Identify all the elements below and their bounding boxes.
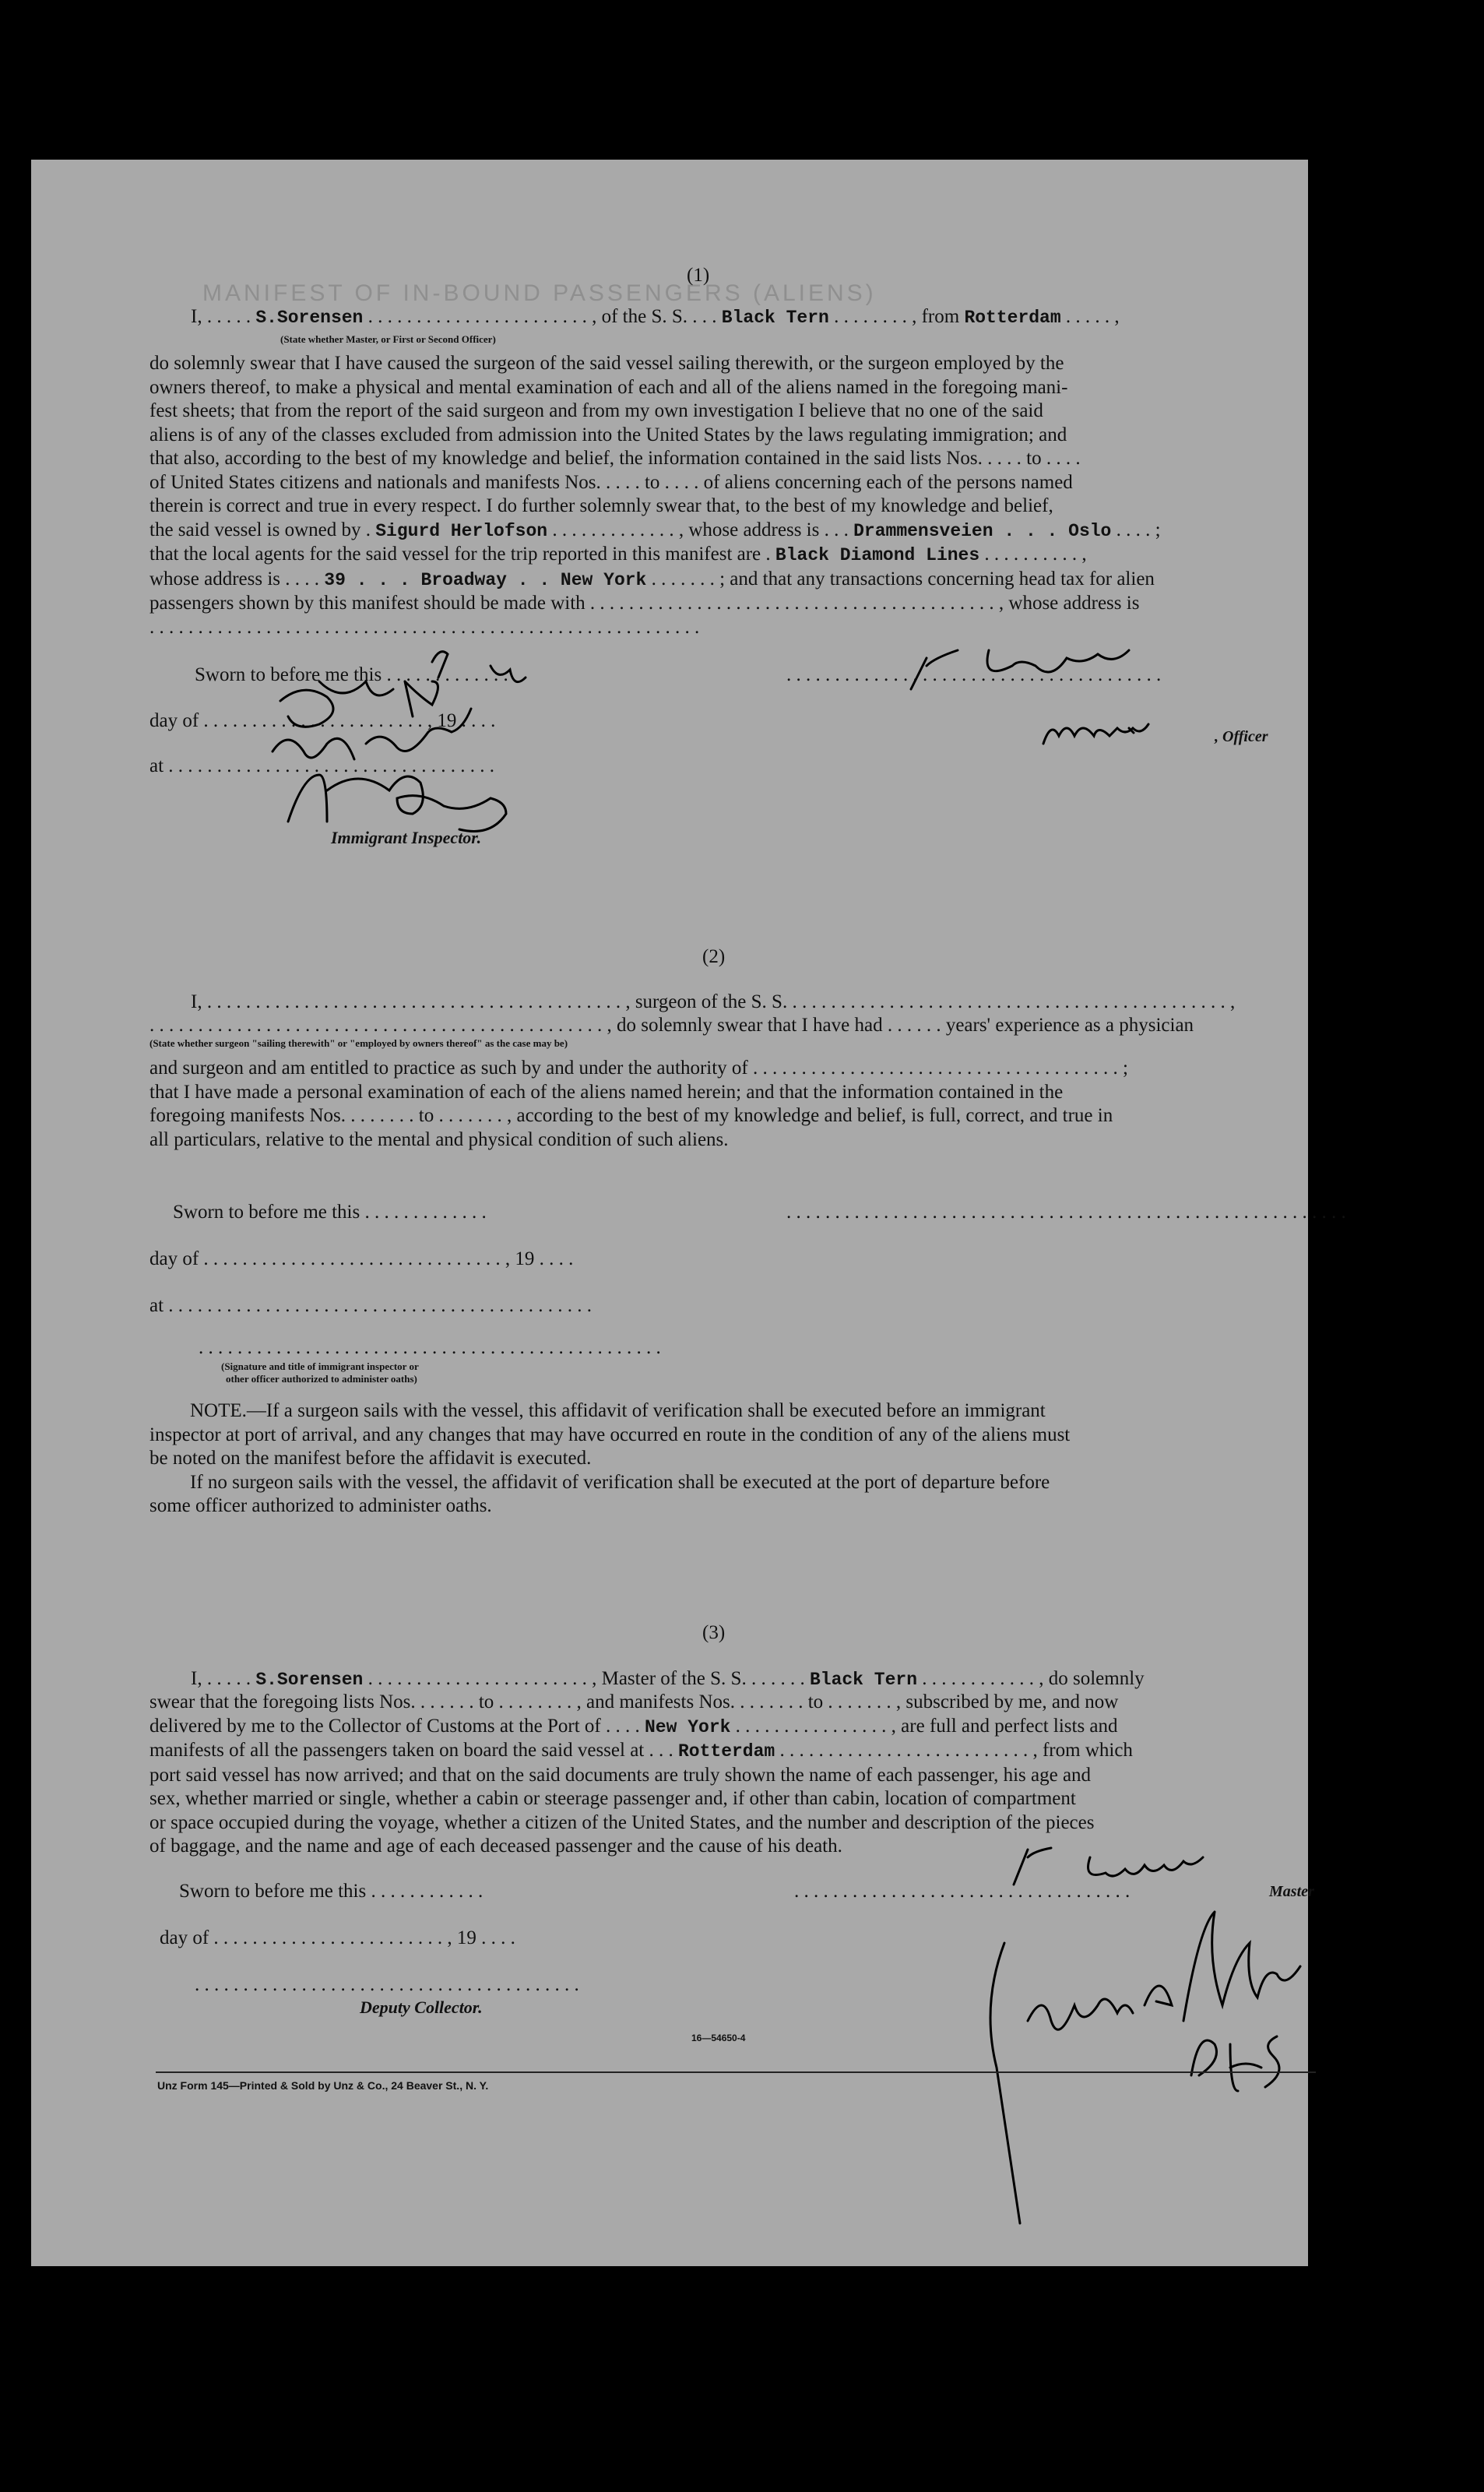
binding-hole bbox=[1338, 1530, 1398, 1591]
section-1-body: do solemnly swear that I have caused the surgeon of the said vessel sailing therewith, or the surgeon employed by the owners thereof, to make a physical and mental examination of each and all of the aliens named in the foregoing mani- fest sheets; that from the report of the said surgeon and from my own investigation I believe that no one of the said aliens is of any of the classes excluded from admission into the United States by the laws regulating immigration; and that also, according to the best of my knowledge and belief, the information contained in the said lists Nos. . . . . to . . . . of United States citizens and nationals and manifests Nos. . . . . to . . . . of aliens concerning each of the persons named therein is correct and true in every respect. I do further solemnly swear that, to the best of my knowledge and belief, the said vessel is owned by . Sigurd Herlofson . . . . . . . . . . . . . , whose address is . . . Drammensveien . . . Oslo . . . . ; that the local agents for the said vessel for the trip reported in this manifest are . Black Diamond Lines . . . . . . . . . . , whose address is . . . . 39 . . . Broadway . . New York . . . . . . . ; and that any transactions concerning head tax for alien passengers shown by this manifest should be made with . . . . . . . . . . . . . . . . . . . . . . . . . . . . . . . . . . . . . . . . . . , whose address is . . . . . . . . . . . . . . . . . . . . . . . . . . . . . . . . . . . . . . . . . . . . . . . . . . . . . . . . . bbox=[149, 352, 1317, 639]
officer-rank-note: (State whether Master, or First or Second Officer) bbox=[280, 333, 496, 345]
inspector-note-1: (Signature and title of immigrant inspector or bbox=[221, 1360, 419, 1372]
agents-address-line: whose address is . . . . 39 . . . Broadway . . New York . . . . . . . ; and that any transactions concerning head tax for alien bbox=[149, 568, 1155, 590]
binding-hole bbox=[1355, 1188, 1398, 1231]
binding-hole bbox=[1338, 819, 1398, 880]
master-signature-3 bbox=[997, 1834, 1254, 1920]
vessel-owner: Sigurd Herlofson bbox=[375, 520, 548, 541]
section-1-number: (1) bbox=[687, 265, 710, 286]
at-line-1: at . . . . . . . . . . . . . . . . . . . . . . . . . . . . . . . . . . bbox=[149, 755, 495, 776]
section-2-number: (2) bbox=[702, 946, 726, 967]
at-line-2: at . . . . . . . . . . . . . . . . . . . . . . . . . . . . . . . . . . . . . . . . . . . . bbox=[149, 1295, 593, 1316]
section-3-number: (3) bbox=[702, 1622, 726, 1643]
day-of-line-2: day of . . . . . . . . . . . . . . . . . . . . . . . . . . . . . . . , 19 . . . . bbox=[149, 1248, 574, 1269]
boarding-port: Rotterdam bbox=[677, 1741, 775, 1762]
master-signature-line: . . . . . . . . . . . . . . . . . . . . . . . . . . . . . . . . . . . bbox=[794, 1881, 1131, 1902]
master-name: S.Sorensen bbox=[255, 308, 364, 328]
sworn-line-1: Sworn to before me this . . . . . . . . . . . . . bbox=[195, 664, 508, 685]
section-2-body: and surgeon and am entitled to practice as such by and under the authority of . . . . . . . . . . . . . . . . . . . . . . . . . . . . . . . . . . . . . . ; that I have made a personal examination of each of the aliens named herein; and that the information contained in the foregoing manifests Nos. . . . . . . . to . . . . . . . , according to the best of my knowledge and belief, is full, correct, and true in all particulars, relative to the mental and physical condition of such aliens. bbox=[149, 1058, 1128, 1150]
collector-port-line: delivered by me to the Collector of Customs at the Port of . . . . New York . . . . . . . . . . . . . . . . , are full and perfect lists and bbox=[149, 1715, 1118, 1737]
officer-signature-line: . . . . . . . . . . . . . . . . . . . . . . . . . . . . . . . . . . . . . . . bbox=[786, 664, 1162, 685]
owner-line: the said vessel is owned by . Sigurd Herlofson . . . . . . . . . . . . . , whose address is . . . Drammensveien . . . Oslo . . . . ; bbox=[149, 519, 1161, 541]
master-signature-1 bbox=[895, 635, 1230, 767]
binding-hole bbox=[1338, 1649, 1398, 1710]
collector-signature-line: . . . . . . . . . . . . . . . . . . . . . . . . . . . . . . . . . . . . . . . . bbox=[195, 1974, 579, 1995]
inspector-signature-line-2: . . . . . . . . . . . . . . . . . . . . . . . . . . . . . . . . . . . . . . . . . . . . . . . . bbox=[199, 1337, 661, 1358]
surgeon-oath-line: I, . . . . . . . . . . . . . . . . . . . . . . . . . . . . . . . . . . . . . . . . . . . , surgeon of the S. S. . . . . . . . . . . . . . . . . . . . . . . . . . . . . . . . . . . . . . . . . . . . . . , bbox=[191, 991, 1236, 1012]
vessel-name-3: Black Tern bbox=[809, 1670, 917, 1690]
surgeon-signature-line: . . . . . . . . . . . . . . . . . . . . . . . . . . . . . . . . . . . . . . . . . . . . . . . . . . . . . . . . . . bbox=[786, 1202, 1346, 1223]
surgeon-status-note: (State whether surgeon "sailing therewith" or "employed by owners thereof" as the case may be) bbox=[149, 1037, 568, 1049]
printer-footer: Unz Form 145—Printed & Sold by Unz & Co., 24 Beaver St., N. Y. bbox=[157, 2079, 489, 2092]
inspector-handwriting bbox=[249, 635, 607, 845]
sworn-line-3: Sworn to before me this . . . . . . . . . . . . bbox=[179, 1881, 484, 1902]
master-label: Master bbox=[1269, 1883, 1314, 1900]
binding-hole bbox=[1335, 191, 1396, 252]
section-3-body: swear that the foregoing lists Nos. . . . . . . to . . . . . . . . , and manifests Nos. . . . . . . . to . . . . . . . , subscribed by me, and now delivered by me to the Collector of Customs at the Port of . . . . New York . . . . . . . . . . . . . . . . , are full and perfect lists and manifests of all the passengers taken on board the said vessel at . . . Rotterdam . . . . . . . . . . . . . . . . . . . . . . . . . . , from which port said vessel has now arrived; and that on the said documents are truly shown the name of each passenger, his age and sex, whether married or single, whether a cabin or steerage passenger and, if other than cabin, location of compartment or space occupied during the voyage, whether a citizen of the United States, and the number and description of the pieces of baggage, and the name and age of each deceased passenger and the cause of his death. bbox=[149, 1691, 1317, 1859]
officer-label: , Officer bbox=[1215, 728, 1268, 745]
boarding-port-line: manifests of all the passengers taken on board the said vessel at . . . Rotterdam . . . . . . . . . . . . . . . . . . . . . . . . . . , from which bbox=[149, 1740, 1133, 1762]
deputy-collector-label: Deputy Collector. bbox=[360, 1997, 483, 2017]
day-of-line-1: day of . . . . . . . . . . . . . . . . . . . . . . . , 19 . . . . bbox=[149, 710, 496, 731]
sworn-line-2: Sworn to before me this . . . . . . . . . . . . . bbox=[173, 1202, 487, 1223]
inspector-note-2: other officer authorized to administer oaths) bbox=[226, 1373, 417, 1385]
footer-rule bbox=[156, 2071, 1316, 2073]
surgeon-note: NOTE.—If a surgeon sails with the vessel, this affidavit of verification shall be executed before an immigrant inspector at port of arrival, and any changes that may have occurred en route in the condition of any of the aliens must be noted on the manifest before the affidavit is executed. If no surgeon sails with the vessel, the affidavit of verification shall be executed at the port of departure before some officer authorized to administer oaths. bbox=[149, 1400, 1071, 1516]
section-1-oath-line: I, . . . . . S.Sorensen . . . . . . . . . . . . . . . . . . . . . . . , of the S. S. . . . Black Tern . . . . . . . . , from Rotterdam . . . . . , bbox=[191, 306, 1120, 328]
agents-address: 39 . . . Broadway . . New York bbox=[324, 569, 647, 590]
inspector-label-1: Immigrant Inspector. bbox=[331, 828, 482, 847]
owner-address: Drammensveien . . . Oslo bbox=[853, 520, 1112, 541]
local-agents: Black Diamond Lines bbox=[775, 545, 980, 565]
binding-hole bbox=[1338, 2149, 1398, 2210]
departure-port: Rotterdam bbox=[964, 308, 1061, 328]
manifest-page bbox=[31, 160, 1346, 2266]
vessel-name: Black Tern bbox=[721, 308, 829, 328]
binding-hole bbox=[1335, 315, 1396, 376]
faded-header: MANIFEST OF IN-BOUND PASSENGERS (ALIENS) bbox=[202, 280, 877, 306]
day-of-line-3: day of . . . . . . . . . . . . . . . . . . . . . . . . , 19 . . . . bbox=[160, 1927, 515, 1948]
master-oath-line: I, . . . . . S.Sorensen . . . . . . . . . . . . . . . . . . . . . . . , Master of the S. S. . . . . . . Black Tern . . . . . . . . . . . . , do solemnly bbox=[191, 1668, 1145, 1690]
master-name-3: S.Sorensen bbox=[255, 1670, 364, 1690]
surgeon-experience-line: . . . . . . . . . . . . . . . . . . . . . . . . . . . . . . . . . . . . . . . . . . . . . . . , do solemnly swear that I have had . . . . . . years' experience as a physician bbox=[149, 1015, 1194, 1036]
arrival-port: New York bbox=[645, 1716, 731, 1737]
agents-line: that the local agents for the said vessel for the trip reported in this manifest are . Black Diamond Lines . . . . . . . . . . , bbox=[149, 544, 1087, 565]
form-code: 16—54650-4 bbox=[691, 2033, 746, 2043]
